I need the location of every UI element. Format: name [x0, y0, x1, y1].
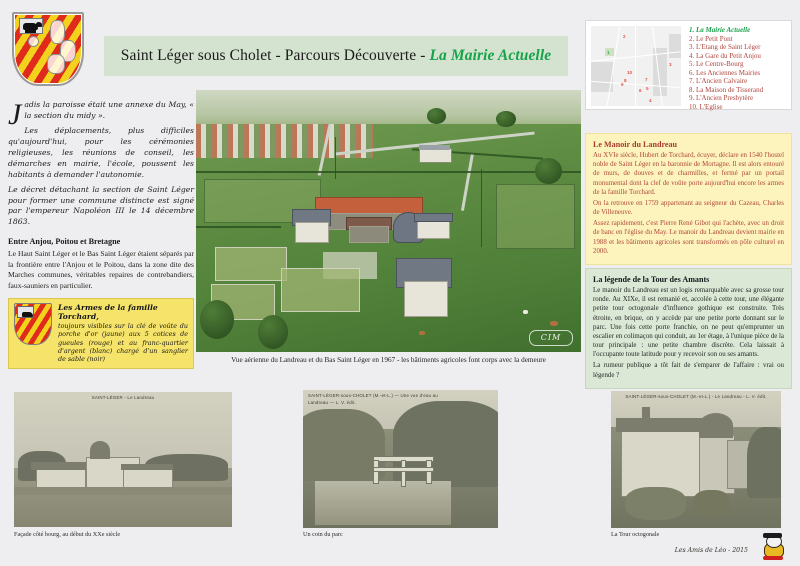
drop-cap: J — [8, 98, 22, 131]
postcard-3-overprint: SAINT-LÉGER-sous-CHOLET (M.-et-L.) - Le Landreau - L. V. édit. — [625, 394, 767, 399]
postcard-park — [303, 390, 498, 528]
aerial-photo-caption: Vue aérienne du Landreau et du Bas Saint Léger en 1967 - les bâtiments agricoles font corps avec la demeure — [231, 356, 546, 364]
postcard-1-overprint: SAINT-LÉGER - Le Landreau — [91, 395, 155, 400]
aerial-photo — [196, 90, 581, 352]
postcard-2-caption: Un coin du parc — [303, 531, 343, 538]
legend-item-5[interactable]: 5. Le Centre-Bourg — [689, 60, 744, 69]
canton-argent — [19, 18, 43, 34]
legend-item-4[interactable]: 4. La Gare du Petit Anjou — [689, 51, 761, 60]
intro-text — [8, 100, 194, 228]
legend-item-8[interactable]: 8. La Maison de Tisserand — [689, 85, 764, 94]
manoir-heading: Le Manoir du Landreau — [593, 140, 678, 149]
legende-panel — [585, 268, 792, 389]
legend-item-2[interactable]: 2. Le Petit Pont — [689, 34, 733, 43]
page-title — [104, 36, 568, 76]
photo-publisher-stamp: CIM — [529, 330, 573, 346]
arms-box-body: toujours visibles sur la clé de voûte du porche d'or (jaune) aux 5 cotices de gueules (rouge) et au franc-quartier d'argent (blanc) chargé d'un sanglier de sable (noir) — [58, 322, 188, 364]
postcard-2-overprint: SAINT-LÉGER-sous-CHOLET (M.-et-L.) — Une vue d'eau au Landreau — L. V. édit. — [308, 393, 438, 405]
postcard-facade — [14, 392, 232, 527]
arms-box-title: Les Armes de la famille Torchard, — [58, 303, 158, 321]
legend-item-6[interactable]: 6. Les Anciennes Mairies — [689, 68, 761, 77]
footer-credit: Les Amis de Léo - 2015 — [674, 547, 748, 554]
map-legend — [687, 26, 786, 111]
postcard-1-caption: Façade côté bourg, au début du XXe siècle — [14, 531, 121, 538]
legende-paragraph-2: La rumeur publique a tôt fait de s'emparer de l'affaire : vrai ou légende ? — [593, 362, 784, 379]
intro-paragraph-2: Les déplacements, plus difficiles qu'aujourd'hui, pour les cérémonies religieuses, les réunions de conseil, les démarches en mairie, l'école, poussent les habitants à demander l'autonomie. — [8, 125, 194, 179]
legende-paragraph-1: Le manoir du Landreau est un logis remarquable avec sa grosse tour ronde. Au XIXe, il est remanié et, accolée à cette tour, une élégante petite tour octogonale d'influence gothique est construite. Très étroite, en brique, on y accède par une petite porte donnant sur le parc. Une fois cette porte franchie, on ne peut qu'emprunter un escalier en colimaçon qui conduit, au 1er étage, à l'unique pièce de la tour principale : une petite chambre discrète. Cela laissait à l'occupante toute latitude pour y recevoir son ou ses amants. — [593, 287, 784, 359]
page-title-main: Saint Léger sous Cholet - Parcours Découverte - — [120, 47, 430, 64]
legend-item-3[interactable]: 3. L'Etang de Saint Léger — [689, 43, 761, 52]
page-title-accent: La Mairie Actuelle — [429, 47, 552, 64]
legend-item-10[interactable]: 10. L'Eglise — [689, 102, 723, 111]
manoir-paragraph-1: Au XVIe siècle, Hubert de Torchard, écuyer, déclare en 1540 l'hostel noble de Saint Léger en la baronnie de Mortagne. Il est alors entouré de murs, de douves et de charmilles, et fermé par un portail monumental dont la clef de voûte porte aujourd'hui encore les armes de la famille Torchard. — [593, 152, 784, 196]
boar-icon — [23, 23, 38, 30]
marches-heading: Entre Anjou, Poitou et Bretagne — [8, 237, 121, 247]
manoir-paragraph-3: Assez rapidement, c'est Pierre René Gibot qui l'achète, avec un droit de banc en l'église du May. Le manoir du Landreau devient mairie en 1988 et les bâtiments agricoles sont transformés en pôle culturel en 2000. — [593, 220, 784, 255]
coat-of-arms — [12, 12, 80, 82]
postcard-3-caption: La Tour octogonale — [611, 531, 660, 538]
marches-body: Le Haut Saint Léger et le Bas Saint Léger étaient séparés par la frontière entre l'Anjou et le Poitou, dans la zone dite des Marches communes, véritables repaires de contrebandiers, faux-sauniers en particulier. — [8, 249, 194, 290]
shield-icon — [12, 12, 84, 86]
intro-paragraph-3: Le décret détachant la section de Saint Léger pour former une commune distincte est signé par l'empereur Napoléon III le 14 décembre 1863. — [8, 184, 194, 227]
association-logo-icon — [758, 534, 788, 560]
boar-small-icon — [22, 312, 33, 317]
shield-small-icon — [14, 303, 52, 345]
legend-item-9[interactable]: 9. L'Ancien Presbytère — [689, 94, 754, 103]
mini-map[interactable]: 1 2 3 4 5 6 7 8 9 10 — [591, 26, 681, 106]
torchard-arms-box — [8, 298, 194, 369]
manoir-paragraph-2: On la retrouve en 1759 appartenant au seigneur du Cazeau, Charles de Villeneuve. — [593, 199, 784, 217]
intro-paragraph-1: adis la paroisse était une annexe du May, « la section du midy ». — [24, 100, 194, 120]
legend-item-7[interactable]: 7. L'Ancien Calvaire — [689, 77, 748, 86]
map-legend-box — [585, 20, 792, 110]
legende-heading: La légende de la Tour des Amants — [593, 275, 710, 284]
manoir-panel — [585, 133, 792, 265]
legend-item-1[interactable]: 1. La Mairie Actuelle — [689, 26, 751, 34]
intro-column — [8, 100, 194, 291]
postcard-tower — [611, 391, 781, 528]
